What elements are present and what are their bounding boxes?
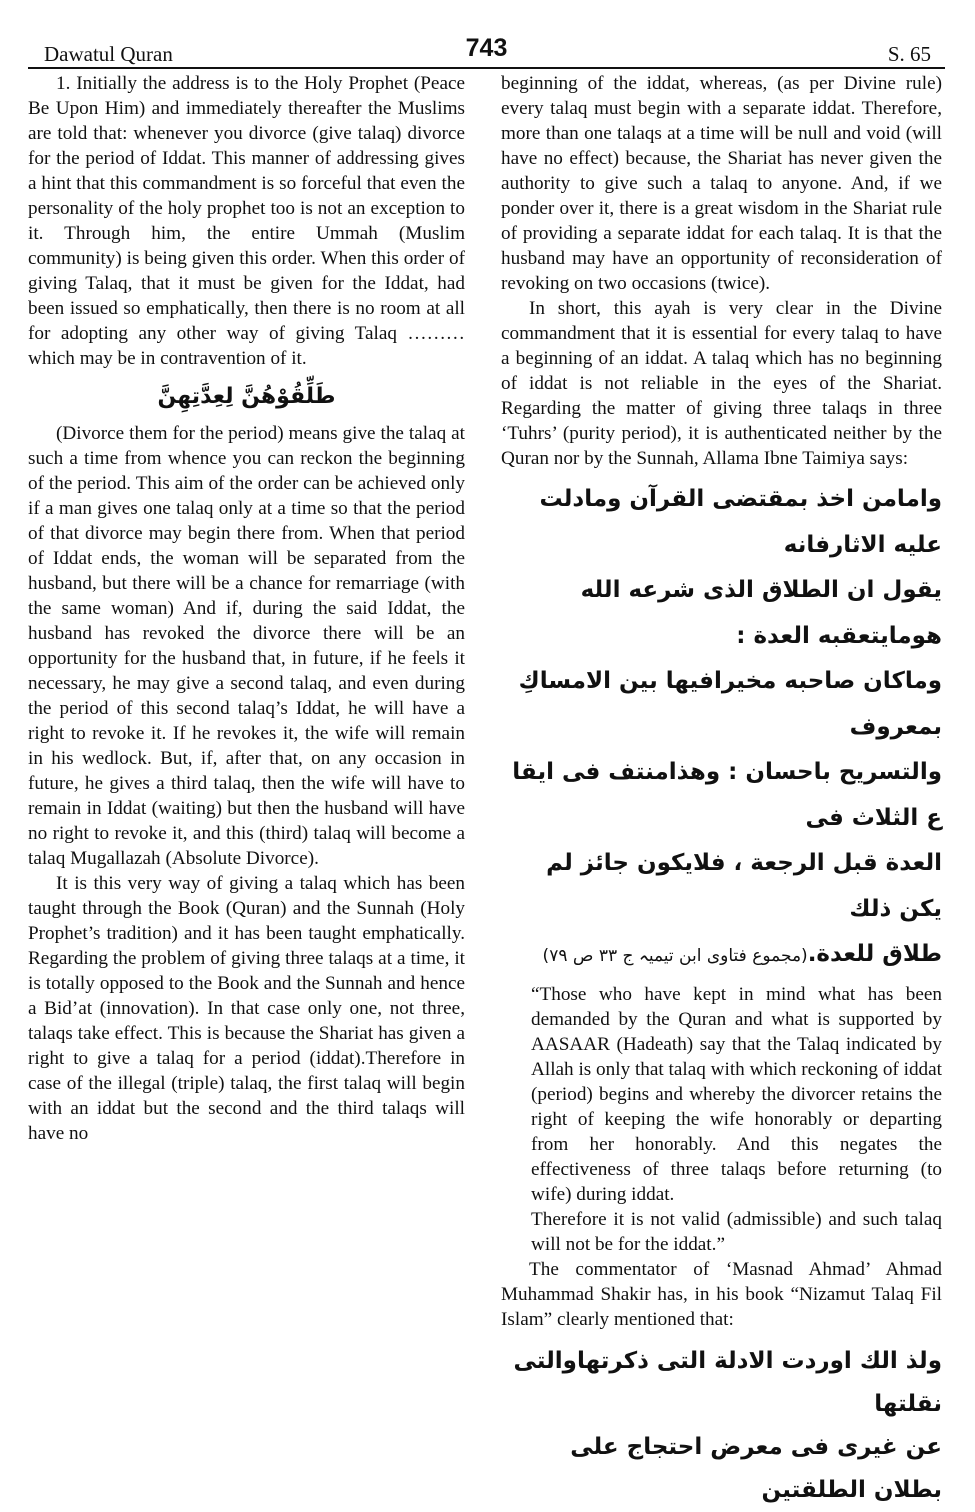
arabic-quotation-2	[501, 1340, 942, 1512]
quote-paragraph-2: Therefore it is not valid (admissible) and such talaq will not be for the iddat.”	[531, 1208, 942, 1255]
arabic-line-text: طلاق للعدة.	[807, 941, 942, 967]
quote-paragraph-1: “Those who have kept in mind what has been demanded by the Quran and what is supported by AASAAR (Hadeath) say that the Talaq indicated by Allah is only that talaq with which reckoning of iddat (period) begins and whereby the divorcer retains the right of keeping the wife honorably or departing from her honorably. And this negates the effectiveness of three talaqs before returning (to wife) during iddat.	[531, 983, 942, 1205]
arabic-line: عن غيرى فى معرض احتجاج على بطلان الطلقتين	[570, 1433, 942, 1503]
surah-label: S. 65	[887, 42, 931, 66]
left-paragraph-1: 1. Initially the address is to the Holy Prophet (Peace Be Upon Him) and immediately thereafter the Muslims are told that: whenever you divorce (give talaq) divorce for the period of Iddat. This manner of addressing gives a hint that this commandment is so forceful that even the personality of the holy prophet too is not an exception to it. Through him, the entire Ummah (Muslim community) is being given this order. When this order of giving Talaq, that it must be given for the Iddat, had been issued so emphatically, then there is no room at all for adopting any other way of giving Talaq ………which may be in contravention of it.	[28, 73, 465, 369]
book-title: Dawatul Quran	[44, 42, 173, 66]
arabic-quotation	[501, 477, 942, 980]
left-paragraph-2: (Divorce them for the period) means give the talaq at such a time from whence you can reckon the beginning of the period. This aim of the order can be achieved only if a man gives one talaq only at a time so that the period of that divorce may begin there from. When that period of Iddat ends, the woman will be separated from the husband, but there will be a chance for remarriage (with the same woman) And if, during the said Iddat, the husband has revoked the divorce there will be an opportunity for the husband that, in future, if he feels it necessary, he may give a second talaq, and even during the period of this second talaq’s Iddat, he will have a right to revoke it. If he revokes it, the wife will remain in his wedlock. But, if, after that, on any occasion in future, he gives a third talaq, then the wife will have to remain in Iddat (waiting) but then the husband will have no right to revoke it, and this (third) talaq will become a talaq Mugallazah (Absolute Divorce).	[28, 423, 465, 869]
arabic-line-last	[501, 932, 942, 980]
translated-quote	[531, 982, 942, 1257]
right-paragraph-1: beginning of the iddat, whereas, (as per Divine rule) every talaq must begin with a separate iddat. Therefore, more than one talaqs at a time will be null and void (will have no effect) because, the Shariat has never given the authority to give such a talaq to anyone. And, if we ponder over it, there is a great wisdom in the Shariat rule of providing a separate iddat for each talaq. It is that the husband may have an opportunity of reconsideration of revoking on two occasions (twice).	[501, 73, 942, 294]
arabic-line: وماكان صاحبه مخيرافيها بين الامساكِ بمعروف	[518, 668, 942, 740]
left-column	[28, 71, 465, 1146]
arabic-line: وامامن اخذ بمقتضى القرآن ومادلت عليه الاثارفانه	[539, 486, 942, 558]
right-paragraph-2: In short, this ayah is very clear in the Divine commandment that it is essential for every talaq to have a beginning of an iddat. A talaq which has no beginning of iddat is not reliable in the eyes of the Shariat. Regarding the matter of giving three talaqs in three ‘Tuhrs’ (purity period), it is authenticated neither by the Quran nor by the Sunnah, Allama Ibne Taimiya says:	[501, 298, 942, 469]
arabic-line: والتسريح باحسان : وهذامنتف فى ايقا ع الثلاث فى	[512, 759, 942, 831]
right-paragraph-3: The commentator of ‘Masnad Ahmad’ Ahmad Muhammad Shakir has, in his book “Nizamut Talaq Fil Islam” clearly mentioned that:	[501, 1258, 942, 1330]
arabic-line: ولذ الك اوردت الادلة التى ذكرتهاوالتى نقلتها	[513, 1347, 942, 1417]
page-header	[28, 36, 945, 68]
right-column	[501, 71, 942, 1512]
page-number: 743	[465, 34, 508, 62]
arabic-citation: (مجموع فتاوى ابن تیمیہ ج ۳۳ ص ۷۹)	[542, 946, 808, 966]
arabic-verse-phrase: طَلِّقُوْهُنَّ لِعِدَّتِهِنَّ	[157, 384, 336, 409]
arabic-line: العدة قبل الرجعة ، فلايكون جائز لم يكن ذلك	[546, 850, 942, 922]
arabic-line: يقول ان الطلاق الذى شرعه الله هومايتعقبه العدة :	[580, 577, 942, 649]
header-rule	[28, 67, 945, 69]
left-paragraph-3: It is this very way of giving a talaq which has been taught through the Book (Quran) and the Sunnah (Holy Prophet’s tradition) and it has been taught emphatically. Regarding the problem of giving three talaqs at a time, it is totally opposed to the Book and the Sunnah and hence a Bid’at (innovation). In that case only one, not three, talaqs take effect. This is because the Shariat has given a right to give a talaq for a period (iddat).Therefore in case of the illegal (triple) talaq, the first talaq will begin with an iddat but the second and the third talaqs will have no	[28, 873, 465, 1144]
